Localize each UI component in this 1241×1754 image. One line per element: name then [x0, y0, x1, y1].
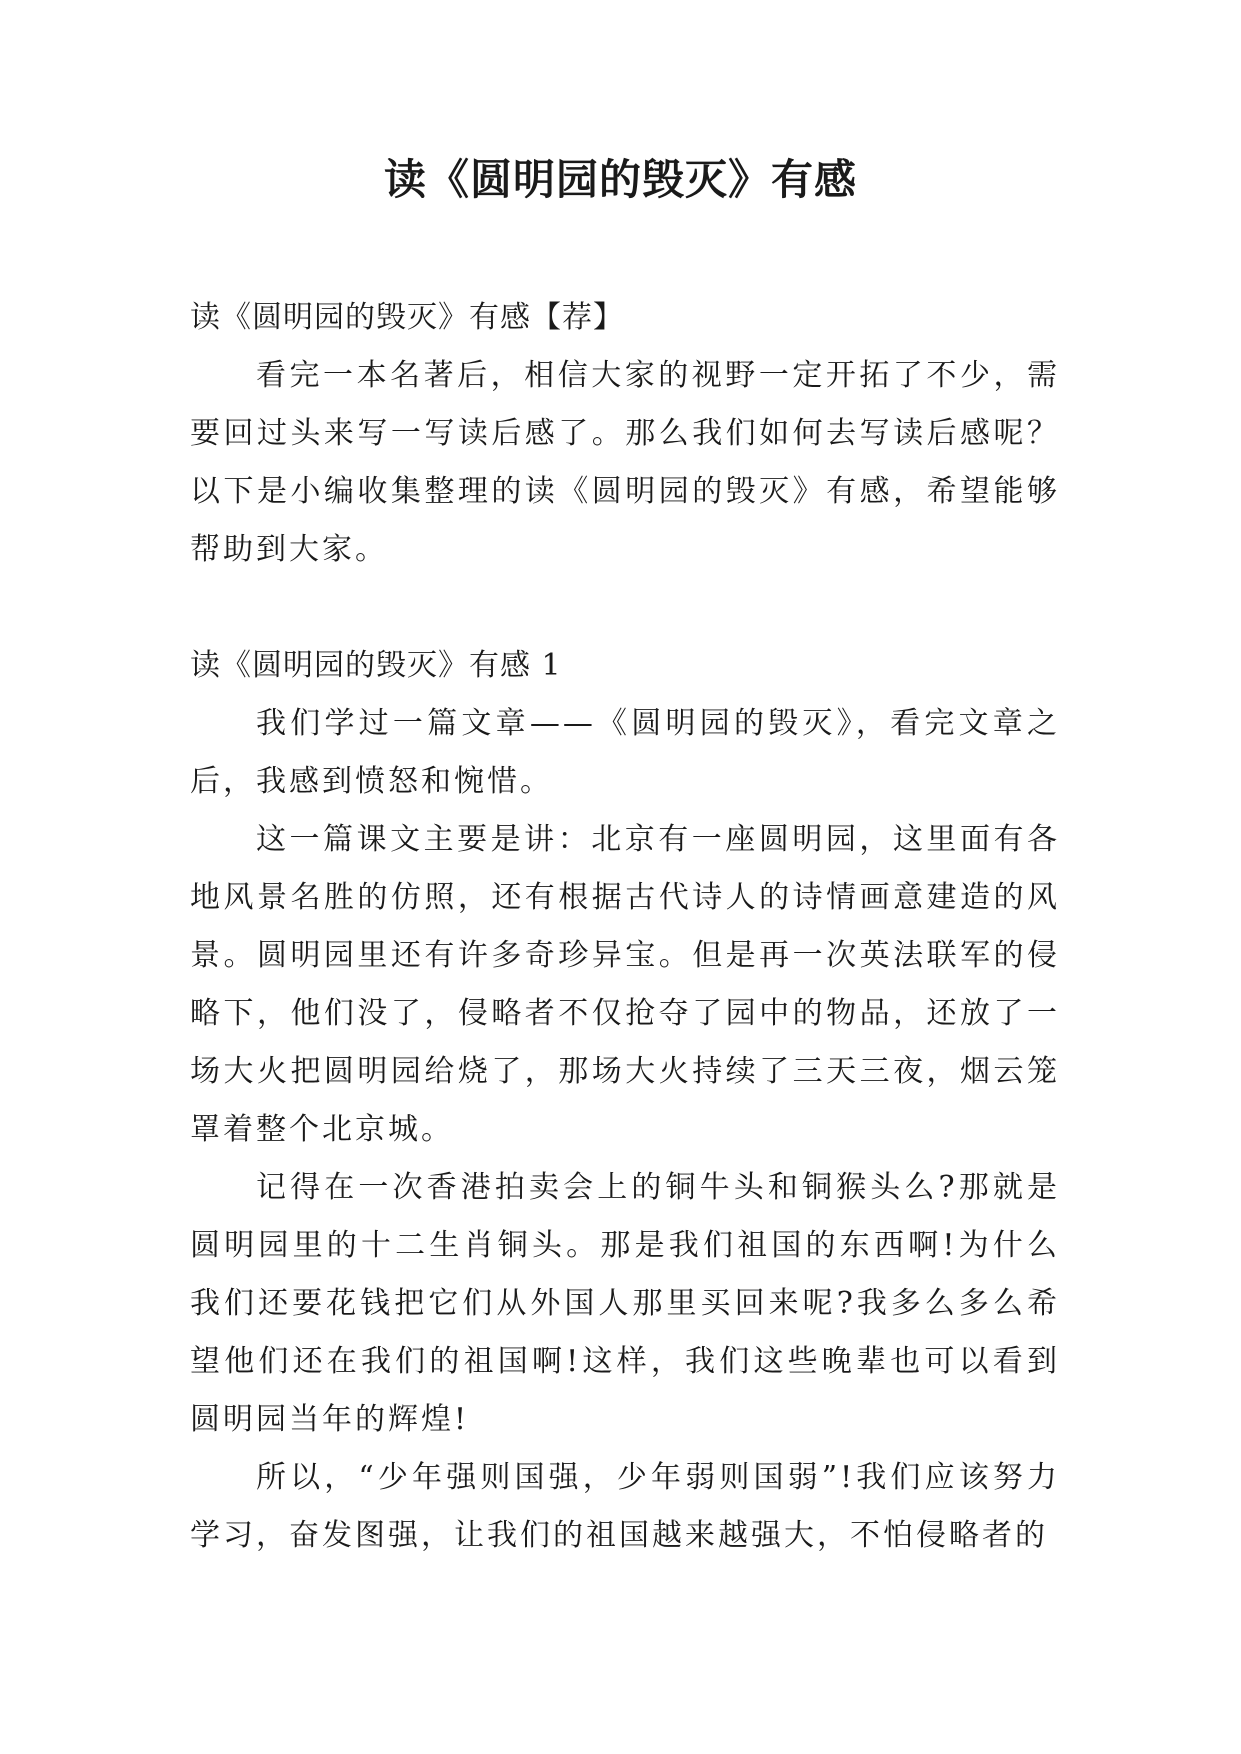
section-spacer [190, 579, 1060, 637]
document-body [190, 289, 1060, 1565]
document-title: 读《圆明园的毁灭》有感 [383, 155, 857, 204]
body-paragraph-3: 记得在一次香港拍卖会上的铜牛头和铜猴头么?那就是圆明园里的十二生肖铜头。那是我们祖国的东西啊!为什么我们还要花钱把它们从外国人那里买回来呢?我多么多么希望他们还在我们的祖国啊!这样，我们这些晚辈也可以看到圆明园当年的辉煌! [190, 1170, 1060, 1437]
body-paragraph-1: 我们学过一篇文章——《圆明园的毁灭》，看完文章之后，我感到愤怒和惋惜。 [190, 706, 1060, 799]
intro-paragraph: 看完一本名著后，相信大家的视野一定开拓了不少，需要回过头来写一写读后感了。那么我们如何去写读后感呢？以下是小编收集整理的读《圆明园的毁灭》有感，希望能够帮助到大家。 [190, 358, 1060, 567]
intro-heading: 读《圆明园的毁灭》有感【荐】 [190, 300, 624, 335]
body-paragraph-4: 所以，“少年强则国强，少年弱则国弱”!我们应该努力学习，奋发图强，让我们的祖国越来越强大，不怕侵略者的 [190, 1460, 1060, 1553]
section-heading: 读《圆明园的毁灭》有感 1 [190, 648, 562, 683]
body-paragraph-2: 这一篇课文主要是讲：北京有一座圆明园，这里面有各地风景名胜的仿照，还有根据古代诗人的诗情画意建造的风景。圆明园里还有许多奇珍异宝。但是再一次英法联军的侵略下，他们没了，侵略者不仅抢夺了园中的物品，还放了一场大火把圆明园给烧了，那场大火持续了三天三夜，烟云笼罩着整个北京城。 [190, 822, 1060, 1147]
